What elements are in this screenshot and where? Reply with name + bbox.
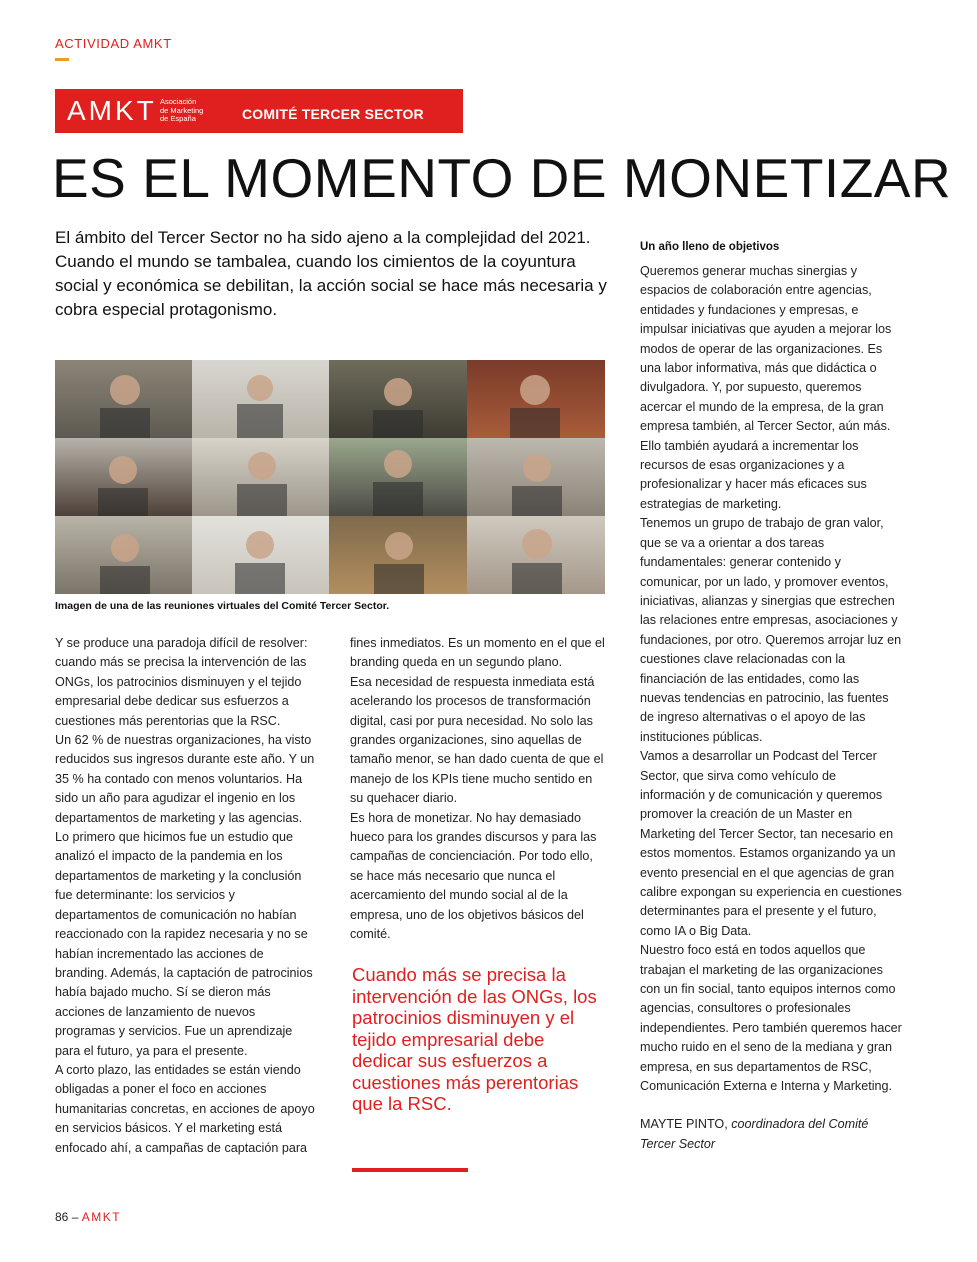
committee-name: COMITÉ TERCER SECTOR <box>242 106 424 122</box>
body-column-3 <box>640 262 902 1154</box>
body-column-2 <box>350 634 608 945</box>
body-paragraph: Es hora de monetizar. No hay demasiado hueco para los grandes discursos y para las campañas de concienciación. Por todo ello, se hace más necesario que nunca el acercamiento del mundo social al de la empresa, uno de los objetivos básicos del comité. <box>350 810 597 942</box>
page-title: ES EL MOMENTO DE MONETIZAR <box>52 147 952 209</box>
participant-silhouettes <box>55 360 605 594</box>
intro-lead: El ámbito del Tercer Sector no ha sido ajeno a la complejidad del 2021. Cuando el mundo se tambalea, cuando los cimientos de la coyuntura social y económica se debilitan, la acción social se hace más necesaria y cobra especial protagonismo. <box>55 228 607 319</box>
footer-separator: – <box>71 1210 79 1224</box>
amkt-logo: AMKT <box>67 95 157 126</box>
body-paragraph: Vamos a desarrollar un Podcast del Tercer Sector, que sirva como vehículo de información y de comunicación y queremos promover la creación de un Master en Marketing del Tercer Sector, tan necesario en estos momentos. Estamos organizando ya un evento presencial en el que agencias de gran calibre expongan su experiencia en cuestiones determinantes para el presente y el futuro, como IA o Big Data. <box>640 749 902 938</box>
body-paragraph: Esa necesidad de respuesta inmediata está acelerando los procesos de transformación digital, casi por pura necesidad. No solo las grandes organizaciones, sino aquellas de tamaño menor, se han dado cuenta de que el manejo de los KPIs tiene mucho sentido en su quehacer diario. <box>350 674 604 806</box>
author-role: coordinadora del Comité Tercer Sector <box>640 1117 869 1151</box>
section-label: ACTIVIDAD AMKT <box>55 36 172 51</box>
video-meeting-photo <box>55 360 605 594</box>
pull-quote-underline <box>352 1168 468 1172</box>
body-paragraph: Un 62 % de nuestras organizaciones, ha visto reducidos sus ingresos durante este año. Y un 35 % ha contado con menos voluntarios. Ha sido un año para agudizar el ingenio en los departamentos de marketing y las agencias. <box>55 733 315 825</box>
body-paragraph: Nuestro foco está en todos aquellos que trabajan el marketing de las organizaciones con un fin social, tanto equipos internos como agencias, consultores o profesionales independientes. Pero también queremos hacer mucho ruido en el seno de la mediana y gran empresa, en sus departamentos de RSC, Comunicación Externa e Interna y Marketing. <box>640 943 902 1094</box>
body-paragraph: Tenemos un grupo de trabajo de gran valor, que se va a orientar a dos tareas fundamentales: generar contenido y comunicar, por un lado, y promover eventos, iniciativas, alianzas y sinergias que estrechen las relaciones entre empresas, asociaciones y fundaciones, por otro. Queremos arrojar luz en cuestiones clave relacionadas con la financiación de las entidades, como las nuevas tendencias en patrocinio, las fuentes de ingreso alternativas o el apoyo de las instituciones públicas. <box>640 516 902 744</box>
body-paragraph: A corto plazo, las entidades se están viendo obligadas a poner el foco en acciones humanitarias concretas, en acciones de apoyo en servicios básicos. Y el marketing está enfocado ahí, a campañas de captación para <box>55 1062 315 1155</box>
page-footer <box>55 1210 121 1224</box>
pull-quote: Cuando más se precisa la intervención de las ONGs, los patrocinios disminuyen y el tejido empresarial debe dedicar sus esfuerzos a cuestiones más perentorias que la RSC. <box>352 964 597 1114</box>
section-divider <box>55 58 69 61</box>
body-paragraph: fines inmediatos. Es un momento en el que el branding queda en un segundo plano. <box>350 636 605 670</box>
body-paragraph: Y se produce una paradoja difícil de resolver: cuando más se precisa la intervención de las ONGs, los patrocinios disminuyen y el tejido empresarial debe dedicar sus esfuerzos a cuestiones más perentorias que la RSC. <box>55 636 308 728</box>
footer-brand: AMKT <box>81 1210 122 1224</box>
author-name: MAYTE PINTO, <box>640 1117 728 1132</box>
body-column-1 <box>55 634 317 1158</box>
association-name: Asociación de Marketing de España <box>160 97 204 123</box>
committee-banner <box>55 89 463 133</box>
body-paragraph: Queremos generar muchas sinergias y espacios de colaboración entre agencias, entidades y fundaciones y empresas, e impulsar iniciativas que ayuden a mejorar los modos de operar de las organizaciones. Es una labor informativa, más que didáctica o divulgadora. Y, por supuesto, queremos acercar el mundo de la empresa, de la gran empresa también, al Tercer Sector, aún más. Ello también ayudará a incrementar los recursos de esas organizaciones y a profesionalizar y hacer más eficaces sus estrategias de marketing. <box>640 264 892 511</box>
photo-caption: Imagen de una de las reuniones virtuales del Comité Tercer Sector. <box>55 600 390 612</box>
body-paragraph: Lo primero que hicimos fue un estudio que analizó el impacto de la pandemia en los departamentos de marketing y la conclusión fue determinante: los servicios y departamentos de comunicación no habían reaccionado con la rapidez necesaria y no se habían incrementado las acciones de branding. Además, la captación de patrocinios había bajado mucho. Sí se dieron más acciones de lanzamiento de nuevos programas y servicios. Fue un aprendizaje para el futuro, ya para el presente. <box>55 830 313 1058</box>
author-signature <box>640 1115 902 1154</box>
spacer <box>640 1096 902 1115</box>
section-subheading: Un año lleno de objetivos <box>640 241 780 253</box>
page-number: 86 <box>55 1210 69 1224</box>
